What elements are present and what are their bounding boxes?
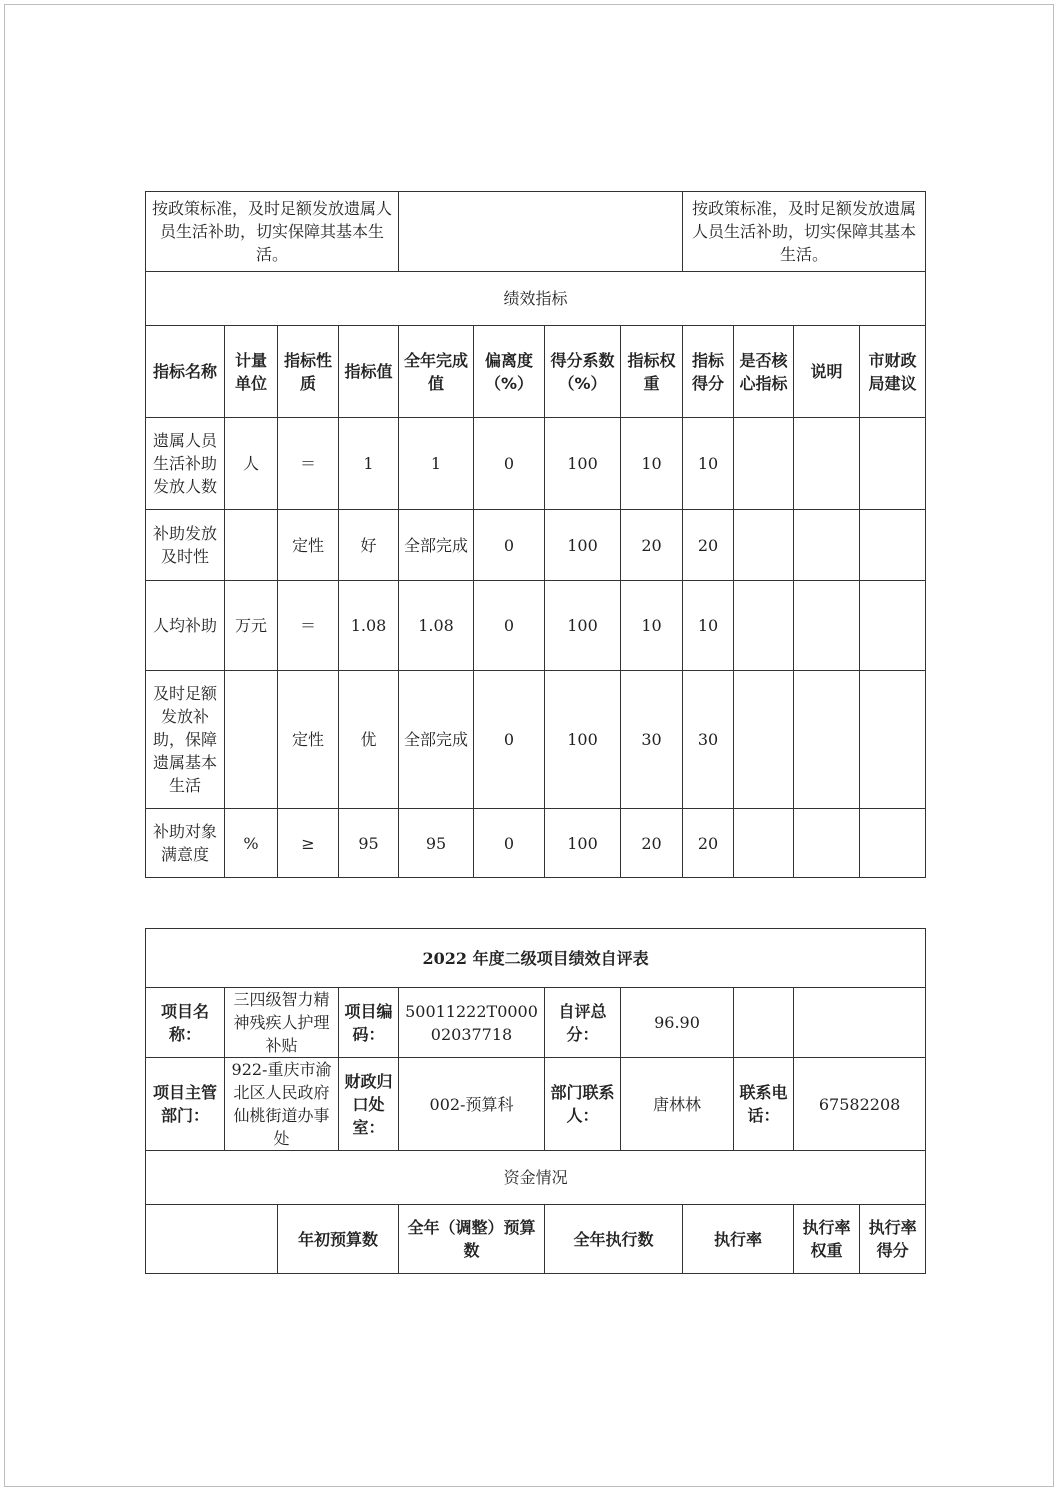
table-cell: 20 xyxy=(621,809,683,878)
table-cell: 0 xyxy=(474,809,545,878)
project-code-value: 50011222T000002037718 xyxy=(399,988,545,1058)
table-cell xyxy=(860,671,926,809)
table-cell xyxy=(794,510,860,581)
header-cell: 执行率 xyxy=(683,1205,794,1274)
table-cell: % xyxy=(225,809,278,878)
table-cell: 30 xyxy=(683,671,734,809)
project-name-value: 三四级智力精神残疾人护理补贴 xyxy=(225,988,339,1058)
table-cell: 10 xyxy=(621,418,683,510)
goal-text-left: 按政策标准，及时足额发放遗属人员生活补助，切实保障其基本生活。 xyxy=(146,192,399,272)
table-cell: 30 xyxy=(621,671,683,809)
header-cell: 全年（调整）预算数 xyxy=(399,1205,545,1274)
table-row xyxy=(146,809,926,878)
table-row xyxy=(146,510,926,581)
table-cell xyxy=(794,809,860,878)
table-cell: 95 xyxy=(399,809,474,878)
table-cell xyxy=(860,809,926,878)
score-label: 自评总分： xyxy=(545,988,621,1058)
blank-cell xyxy=(146,1205,278,1274)
header-cell: 指标值 xyxy=(339,326,399,418)
project-code-label: 项目编码： xyxy=(339,988,399,1058)
header-cell: 偏离度（%） xyxy=(474,326,545,418)
goal-text-right: 按政策标准，及时足额发放遗属人员生活补助，切实保障其基本生活。 xyxy=(683,192,926,272)
dept-info-row xyxy=(146,1058,926,1151)
table-cell: 0 xyxy=(474,418,545,510)
table-cell: 100 xyxy=(545,418,621,510)
table-cell: 定性 xyxy=(278,671,339,809)
header-cell: 指标名称 xyxy=(146,326,225,418)
goal-text-middle xyxy=(399,192,683,272)
table-cell xyxy=(794,581,860,671)
table-cell: 遗属人员生活补助发放人数 xyxy=(146,418,225,510)
table-cell: 全部完成 xyxy=(399,671,474,809)
table-cell xyxy=(860,510,926,581)
table-cell: 全部完成 xyxy=(399,510,474,581)
table-cell xyxy=(225,510,278,581)
table-cell: 人均补助 xyxy=(146,581,225,671)
table-cell: 定性 xyxy=(278,510,339,581)
header-cell: 指标得分 xyxy=(683,326,734,418)
header-cell: 指标权重 xyxy=(621,326,683,418)
table-cell xyxy=(734,671,794,809)
table-cell: 0 xyxy=(474,510,545,581)
phone-value: 67582208 xyxy=(794,1058,926,1151)
table-cell: 100 xyxy=(545,809,621,878)
table-cell xyxy=(225,671,278,809)
form-title: 2022 年度二级项目绩效自评表 xyxy=(146,929,926,988)
table-cell: 人 xyxy=(225,418,278,510)
goal-row xyxy=(146,192,926,272)
table-cell: 0 xyxy=(474,671,545,809)
finance-office-label: 财政归口处室： xyxy=(339,1058,399,1151)
table-cell: 10 xyxy=(683,581,734,671)
table-cell xyxy=(794,418,860,510)
finance-office-value: 002-预算科 xyxy=(399,1058,545,1151)
table-cell xyxy=(794,671,860,809)
header-row xyxy=(146,326,926,418)
table-cell: 补助发放及时性 xyxy=(146,510,225,581)
table-cell: 20 xyxy=(621,510,683,581)
performance-section-title: 绩效指标 xyxy=(146,272,926,326)
header-cell: 是否核心指标 xyxy=(734,326,794,418)
table-cell: ≥ xyxy=(278,809,339,878)
table-cell: 补助对象满意度 xyxy=(146,809,225,878)
table-cell xyxy=(734,809,794,878)
table-cell: 10 xyxy=(683,418,734,510)
table-cell xyxy=(734,418,794,510)
header-cell: 得分系数（%） xyxy=(545,326,621,418)
dept-label: 项目主管部门： xyxy=(146,1058,225,1151)
table-cell: 及时足额发放补助，保障遗属基本生活 xyxy=(146,671,225,809)
project-name-label: 项目名称： xyxy=(146,988,225,1058)
table-cell: 万元 xyxy=(225,581,278,671)
table-cell: 0 xyxy=(474,581,545,671)
header-cell: 计量单位 xyxy=(225,326,278,418)
table-cell: 20 xyxy=(683,510,734,581)
table-row xyxy=(146,581,926,671)
funds-header-row xyxy=(146,1205,926,1274)
phone-label: 联系电话： xyxy=(734,1058,794,1151)
table-cell xyxy=(860,581,926,671)
table-cell: ＝ xyxy=(278,581,339,671)
header-cell: 市财政局建议 xyxy=(860,326,926,418)
performance-indicators-table xyxy=(145,191,926,878)
blank-cell xyxy=(794,988,926,1058)
table-cell xyxy=(734,581,794,671)
header-cell: 执行率权重 xyxy=(794,1205,860,1274)
table-cell: 20 xyxy=(683,809,734,878)
header-cell: 全年完成值 xyxy=(399,326,474,418)
table-cell xyxy=(734,510,794,581)
funds-section-title: 资金情况 xyxy=(146,1151,926,1205)
header-cell: 全年执行数 xyxy=(545,1205,683,1274)
header-cell: 执行率得分 xyxy=(860,1205,926,1274)
table-cell: 1 xyxy=(399,418,474,510)
header-cell: 年初预算数 xyxy=(278,1205,399,1274)
table-cell: 100 xyxy=(545,510,621,581)
table-cell: 好 xyxy=(339,510,399,581)
self-evaluation-form-table xyxy=(145,928,926,1274)
contact-value: 唐林林 xyxy=(621,1058,734,1151)
table-cell xyxy=(860,418,926,510)
table-row xyxy=(146,418,926,510)
table-cell: 1.08 xyxy=(339,581,399,671)
table-cell: 10 xyxy=(621,581,683,671)
header-cell: 说明 xyxy=(794,326,860,418)
project-info-row xyxy=(146,988,926,1058)
dept-value: 922-重庆市渝北区人民政府仙桃街道办事处 xyxy=(225,1058,339,1151)
table-cell: ＝ xyxy=(278,418,339,510)
table-cell: 100 xyxy=(545,581,621,671)
blank-cell xyxy=(734,988,794,1058)
header-cell: 指标性质 xyxy=(278,326,339,418)
table-cell: 1.08 xyxy=(399,581,474,671)
table-cell: 1 xyxy=(339,418,399,510)
score-value: 96.90 xyxy=(621,988,734,1058)
table-cell: 95 xyxy=(339,809,399,878)
table-cell: 优 xyxy=(339,671,399,809)
table-cell: 100 xyxy=(545,671,621,809)
contact-label: 部门联系人： xyxy=(545,1058,621,1151)
table-row xyxy=(146,671,926,809)
